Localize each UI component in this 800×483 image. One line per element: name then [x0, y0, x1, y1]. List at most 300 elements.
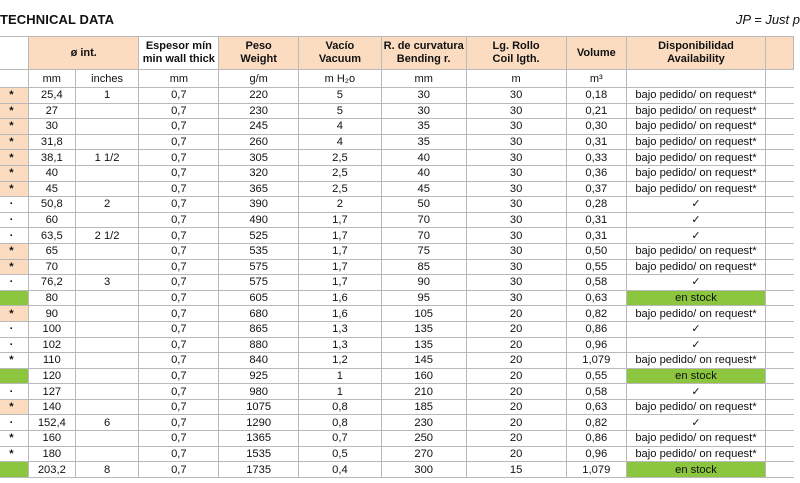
header-wall-label: Espesor mín min wall thick: [142, 40, 215, 65]
row-flag: *: [0, 181, 28, 197]
wall-cell: 0,7: [139, 165, 219, 181]
header-flag: [0, 37, 28, 70]
diameter-mm-cell: 45: [28, 181, 75, 197]
diameter-inches-cell: [75, 165, 139, 181]
table-row: [0, 368, 794, 384]
page-title: TECHNICAL DATA: [0, 12, 115, 27]
diameter-inches-cell: [75, 134, 139, 150]
diameter-inches-cell: [75, 181, 139, 197]
availability-cell: en stock: [627, 290, 766, 306]
table-row: [0, 446, 794, 462]
bending-cell: 145: [381, 353, 466, 369]
vacuum-cell: 2,5: [299, 150, 382, 166]
availability-cell: ✓: [627, 197, 766, 213]
vacuum-cell: 0,7: [299, 431, 382, 447]
table-row: [0, 399, 794, 415]
volume-cell: 0,21: [566, 103, 627, 119]
extra-cell: [765, 134, 793, 150]
diameter-mm-cell: 180: [28, 446, 75, 462]
bending-cell: 50: [381, 197, 466, 213]
diameter-mm-cell: 76,2: [28, 275, 75, 291]
bending-cell: 95: [381, 290, 466, 306]
volume-cell: 0,30: [566, 119, 627, 135]
wall-cell: 0,7: [139, 306, 219, 322]
bending-cell: 40: [381, 150, 466, 166]
units-row: [0, 70, 794, 88]
diameter-mm-cell: 31,8: [28, 134, 75, 150]
diameter-inches-cell: [75, 212, 139, 228]
coil-cell: 30: [466, 119, 566, 135]
volume-cell: 0,82: [566, 306, 627, 322]
coil-cell: 20: [466, 431, 566, 447]
extra-cell: [765, 431, 793, 447]
diameter-inches-cell: [75, 290, 139, 306]
extra-cell: [765, 197, 793, 213]
wall-cell: 0,7: [139, 243, 219, 259]
weight-cell: 880: [219, 337, 299, 353]
weight-cell: 1075: [219, 399, 299, 415]
weight-cell: 925: [219, 368, 299, 384]
table-row: [0, 150, 794, 166]
vacuum-cell: 4: [299, 134, 382, 150]
bending-cell: 90: [381, 275, 466, 291]
wall-cell: 0,7: [139, 119, 219, 135]
diameter-mm-cell: 100: [28, 321, 75, 337]
vacuum-cell: 1: [299, 384, 382, 400]
row-flag: ·: [0, 197, 28, 213]
extra-cell: [765, 212, 793, 228]
diameter-mm-cell: 60: [28, 212, 75, 228]
weight-cell: 365: [219, 181, 299, 197]
vacuum-cell: 1,3: [299, 321, 382, 337]
vacuum-cell: 0,8: [299, 399, 382, 415]
extra-cell: [765, 321, 793, 337]
bending-cell: 300: [381, 462, 466, 478]
extra-cell: [765, 462, 793, 478]
coil-cell: 20: [466, 306, 566, 322]
coil-cell: 30: [466, 181, 566, 197]
table-row: [0, 181, 794, 197]
volume-cell: 0,31: [566, 212, 627, 228]
coil-cell: 30: [466, 134, 566, 150]
unit-availability: [627, 70, 766, 88]
diameter-inches-cell: [75, 321, 139, 337]
coil-cell: 30: [466, 275, 566, 291]
bending-cell: 185: [381, 399, 466, 415]
weight-cell: 575: [219, 275, 299, 291]
availability-cell: bajo pedido/ on request*: [627, 88, 766, 104]
diameter-mm-cell: 65: [28, 243, 75, 259]
wall-cell: 0,7: [139, 415, 219, 431]
table-row: [0, 337, 794, 353]
extra-cell: [765, 150, 793, 166]
extra-cell: [765, 384, 793, 400]
table-row: [0, 228, 794, 244]
availability-cell: ✓: [627, 321, 766, 337]
vacuum-cell: 2,5: [299, 181, 382, 197]
row-flag: *: [0, 103, 28, 119]
volume-cell: 0,58: [566, 275, 627, 291]
extra-cell: [765, 103, 793, 119]
coil-cell: 30: [466, 197, 566, 213]
diameter-mm-cell: 152,4: [28, 415, 75, 431]
extra-cell: [765, 243, 793, 259]
extra-cell: [765, 275, 793, 291]
extra-cell: [765, 446, 793, 462]
diameter-inches-cell: [75, 431, 139, 447]
availability-cell: bajo pedido/ on request*: [627, 119, 766, 135]
diameter-inches-cell: [75, 337, 139, 353]
table-row: [0, 353, 794, 369]
weight-cell: 260: [219, 134, 299, 150]
vacuum-cell: 1,7: [299, 259, 382, 275]
wall-cell: 0,7: [139, 321, 219, 337]
diameter-mm-cell: 140: [28, 399, 75, 415]
coil-cell: 30: [466, 88, 566, 104]
extra-cell: [765, 306, 793, 322]
availability-cell: bajo pedido/ on request*: [627, 446, 766, 462]
weight-cell: 320: [219, 165, 299, 181]
coil-cell: 20: [466, 446, 566, 462]
coil-cell: 20: [466, 337, 566, 353]
extra-cell: [765, 399, 793, 415]
row-flag: *: [0, 446, 28, 462]
diameter-inches-cell: [75, 384, 139, 400]
wall-cell: 0,7: [139, 384, 219, 400]
unit-vacuum: m H₂o: [299, 70, 382, 88]
availability-cell: bajo pedido/ on request*: [627, 243, 766, 259]
wall-cell: 0,7: [139, 197, 219, 213]
weight-cell: 1290: [219, 415, 299, 431]
volume-cell: 0,86: [566, 321, 627, 337]
extra-cell: [765, 337, 793, 353]
coil-cell: 15: [466, 462, 566, 478]
coil-cell: 20: [466, 415, 566, 431]
diameter-mm-cell: 63,5: [28, 228, 75, 244]
coil-cell: 30: [466, 243, 566, 259]
extra-cell: [765, 119, 793, 135]
diameter-inches-cell: 2: [75, 197, 139, 213]
volume-cell: 0,28: [566, 197, 627, 213]
volume-cell: 0,31: [566, 228, 627, 244]
unit-flag: [0, 70, 28, 88]
diameter-mm-cell: 90: [28, 306, 75, 322]
technical-data-table: [0, 36, 794, 478]
diameter-mm-cell: 110: [28, 353, 75, 369]
vacuum-cell: 1,2: [299, 353, 382, 369]
coil-cell: 30: [466, 290, 566, 306]
volume-cell: 0,55: [566, 259, 627, 275]
unit-inches: inches: [75, 70, 139, 88]
diameter-mm-cell: 38,1: [28, 150, 75, 166]
weight-cell: 575: [219, 259, 299, 275]
bending-cell: 105: [381, 306, 466, 322]
diameter-inches-cell: 3: [75, 275, 139, 291]
extra-cell: [765, 88, 793, 104]
unit-wall: mm: [139, 70, 219, 88]
availability-cell: bajo pedido/ on request*: [627, 431, 766, 447]
availability-cell: ✓: [627, 415, 766, 431]
unit-coil: m: [466, 70, 566, 88]
weight-cell: 680: [219, 306, 299, 322]
diameter-mm-cell: 27: [28, 103, 75, 119]
vacuum-cell: 1: [299, 368, 382, 384]
bending-cell: 270: [381, 446, 466, 462]
bending-cell: 75: [381, 243, 466, 259]
volume-cell: 0,31: [566, 134, 627, 150]
header-weight: [219, 37, 299, 70]
diameter-inches-cell: [75, 368, 139, 384]
table-row: [0, 88, 794, 104]
coil-cell: 20: [466, 399, 566, 415]
header-vacuum: [299, 37, 382, 70]
availability-cell: bajo pedido/ on request*: [627, 306, 766, 322]
volume-cell: 1,079: [566, 462, 627, 478]
vacuum-cell: 0,8: [299, 415, 382, 431]
row-flag: [0, 368, 28, 384]
vacuum-cell: 5: [299, 88, 382, 104]
table-row: [0, 243, 794, 259]
diameter-inches-cell: 6: [75, 415, 139, 431]
weight-cell: 1735: [219, 462, 299, 478]
volume-cell: 0,50: [566, 243, 627, 259]
availability-cell: en stock: [627, 462, 766, 478]
weight-cell: 535: [219, 243, 299, 259]
diameter-inches-cell: [75, 306, 139, 322]
extra-cell: [765, 353, 793, 369]
diameter-inches-cell: [75, 259, 139, 275]
vacuum-cell: 1,7: [299, 243, 382, 259]
diameter-inches-cell: 1: [75, 88, 139, 104]
weight-cell: 605: [219, 290, 299, 306]
wall-cell: 0,7: [139, 103, 219, 119]
header-vacuum-label: Vacío Vacuum: [318, 40, 361, 65]
row-flag: ·: [0, 228, 28, 244]
unit-mm: mm: [28, 70, 75, 88]
bending-cell: 70: [381, 212, 466, 228]
diameter-inches-cell: [75, 353, 139, 369]
extra-cell: [765, 228, 793, 244]
header-availability: [627, 37, 766, 70]
weight-cell: 1365: [219, 431, 299, 447]
volume-cell: 0,37: [566, 181, 627, 197]
availability-cell: bajo pedido/ on request*: [627, 353, 766, 369]
row-flag: [0, 290, 28, 306]
diameter-mm-cell: 120: [28, 368, 75, 384]
bending-cell: 210: [381, 384, 466, 400]
row-flag: *: [0, 150, 28, 166]
availability-cell: bajo pedido/ on request*: [627, 150, 766, 166]
diameter-inches-cell: [75, 119, 139, 135]
bending-cell: 35: [381, 119, 466, 135]
bending-cell: 30: [381, 103, 466, 119]
row-flag: *: [0, 119, 28, 135]
row-flag: ·: [0, 415, 28, 431]
diameter-mm-cell: 50,8: [28, 197, 75, 213]
volume-cell: 0,63: [566, 290, 627, 306]
table-row: [0, 431, 794, 447]
volume-cell: 0,55: [566, 368, 627, 384]
wall-cell: 0,7: [139, 431, 219, 447]
table-row: [0, 384, 794, 400]
coil-cell: 20: [466, 384, 566, 400]
availability-cell: bajo pedido/ on request*: [627, 165, 766, 181]
unit-volume: m³: [566, 70, 627, 88]
volume-cell: 0,18: [566, 88, 627, 104]
diameter-mm-cell: 30: [28, 119, 75, 135]
weight-cell: 245: [219, 119, 299, 135]
weight-cell: 1535: [219, 446, 299, 462]
availability-cell: ✓: [627, 275, 766, 291]
table-row: [0, 415, 794, 431]
header-volume: Volume: [566, 37, 627, 70]
table-row: [0, 321, 794, 337]
diameter-inches-cell: [75, 446, 139, 462]
diameter-mm-cell: 102: [28, 337, 75, 353]
vacuum-cell: 1,6: [299, 306, 382, 322]
volume-cell: 0,96: [566, 337, 627, 353]
table-row: [0, 119, 794, 135]
bending-cell: 30: [381, 88, 466, 104]
bending-cell: 70: [381, 228, 466, 244]
extra-cell: [765, 259, 793, 275]
table-row: [0, 259, 794, 275]
header-bending-label: R. de curvatura Bending r.: [383, 40, 464, 65]
diameter-inches-cell: 1 1/2: [75, 150, 139, 166]
vacuum-cell: 4: [299, 119, 382, 135]
extra-cell: [765, 165, 793, 181]
vacuum-cell: 2,5: [299, 165, 382, 181]
wall-cell: 0,7: [139, 368, 219, 384]
wall-cell: 0,7: [139, 462, 219, 478]
diameter-mm-cell: 40: [28, 165, 75, 181]
wall-cell: 0,7: [139, 353, 219, 369]
table-row: [0, 197, 794, 213]
table-row: [0, 212, 794, 228]
diameter-mm-cell: 203,2: [28, 462, 75, 478]
diameter-mm-cell: 127: [28, 384, 75, 400]
title-bar: [0, 0, 800, 36]
wall-cell: 0,7: [139, 181, 219, 197]
bending-cell: 40: [381, 165, 466, 181]
weight-cell: 230: [219, 103, 299, 119]
volume-cell: 0,82: [566, 415, 627, 431]
diameter-mm-cell: 70: [28, 259, 75, 275]
volume-cell: 1,079: [566, 353, 627, 369]
bending-cell: 160: [381, 368, 466, 384]
header-diameter: ø int.: [28, 37, 139, 70]
weight-cell: 220: [219, 88, 299, 104]
wall-cell: 0,7: [139, 259, 219, 275]
row-flag: ·: [0, 337, 28, 353]
vacuum-cell: 1,6: [299, 290, 382, 306]
table-row: [0, 290, 794, 306]
weight-cell: 840: [219, 353, 299, 369]
row-flag: *: [0, 306, 28, 322]
diameter-inches-cell: [75, 399, 139, 415]
vacuum-cell: 1,7: [299, 212, 382, 228]
table-row: [0, 275, 794, 291]
row-flag: *: [0, 88, 28, 104]
row-flag: *: [0, 353, 28, 369]
weight-cell: 490: [219, 212, 299, 228]
availability-cell: bajo pedido/ on request*: [627, 103, 766, 119]
wall-cell: 0,7: [139, 134, 219, 150]
bending-cell: 35: [381, 134, 466, 150]
row-flag: *: [0, 165, 28, 181]
row-flag: *: [0, 134, 28, 150]
volume-cell: 0,86: [566, 431, 627, 447]
coil-cell: 30: [466, 259, 566, 275]
coil-cell: 20: [466, 353, 566, 369]
header-bending: [381, 37, 466, 70]
weight-cell: 865: [219, 321, 299, 337]
table-row: [0, 165, 794, 181]
table-row: [0, 306, 794, 322]
wall-cell: 0,7: [139, 228, 219, 244]
bending-cell: 250: [381, 431, 466, 447]
weight-cell: 525: [219, 228, 299, 244]
volume-cell: 0,63: [566, 399, 627, 415]
header-wall: [139, 37, 219, 70]
coil-cell: 30: [466, 228, 566, 244]
availability-cell: bajo pedido/ on request*: [627, 181, 766, 197]
wall-cell: 0,7: [139, 290, 219, 306]
wall-cell: 0,7: [139, 275, 219, 291]
row-flag: *: [0, 259, 28, 275]
bending-cell: 85: [381, 259, 466, 275]
diameter-inches-cell: [75, 103, 139, 119]
availability-cell: ✓: [627, 337, 766, 353]
coil-cell: 30: [466, 150, 566, 166]
bending-cell: 135: [381, 337, 466, 353]
diameter-mm-cell: 80: [28, 290, 75, 306]
availability-cell: ✓: [627, 384, 766, 400]
diameter-inches-cell: 8: [75, 462, 139, 478]
availability-cell: ✓: [627, 212, 766, 228]
volume-cell: 0,36: [566, 165, 627, 181]
bending-cell: 230: [381, 415, 466, 431]
weight-cell: 390: [219, 197, 299, 213]
diameter-inches-cell: 2 1/2: [75, 228, 139, 244]
coil-cell: 20: [466, 368, 566, 384]
table-row: [0, 134, 794, 150]
bending-cell: 135: [381, 321, 466, 337]
volume-cell: 0,96: [566, 446, 627, 462]
header-row: [0, 37, 794, 70]
vacuum-cell: 1,7: [299, 228, 382, 244]
row-flag: *: [0, 431, 28, 447]
availability-cell: en stock: [627, 368, 766, 384]
wall-cell: 0,7: [139, 88, 219, 104]
header-coil-label: Lg. Rollo Coil lgth.: [492, 40, 540, 65]
volume-cell: 0,58: [566, 384, 627, 400]
row-flag: *: [0, 399, 28, 415]
bending-cell: 45: [381, 181, 466, 197]
extra-cell: [765, 290, 793, 306]
table-row: [0, 462, 794, 478]
header-coil: [466, 37, 566, 70]
extra-cell: [765, 368, 793, 384]
wall-cell: 0,7: [139, 399, 219, 415]
header-weight-label: Peso Weight: [240, 40, 277, 65]
coil-cell: 30: [466, 165, 566, 181]
coil-cell: 30: [466, 212, 566, 228]
row-flag: ·: [0, 321, 28, 337]
diameter-mm-cell: 25,4: [28, 88, 75, 104]
unit-extra: [765, 70, 793, 88]
volume-cell: 0,33: [566, 150, 627, 166]
